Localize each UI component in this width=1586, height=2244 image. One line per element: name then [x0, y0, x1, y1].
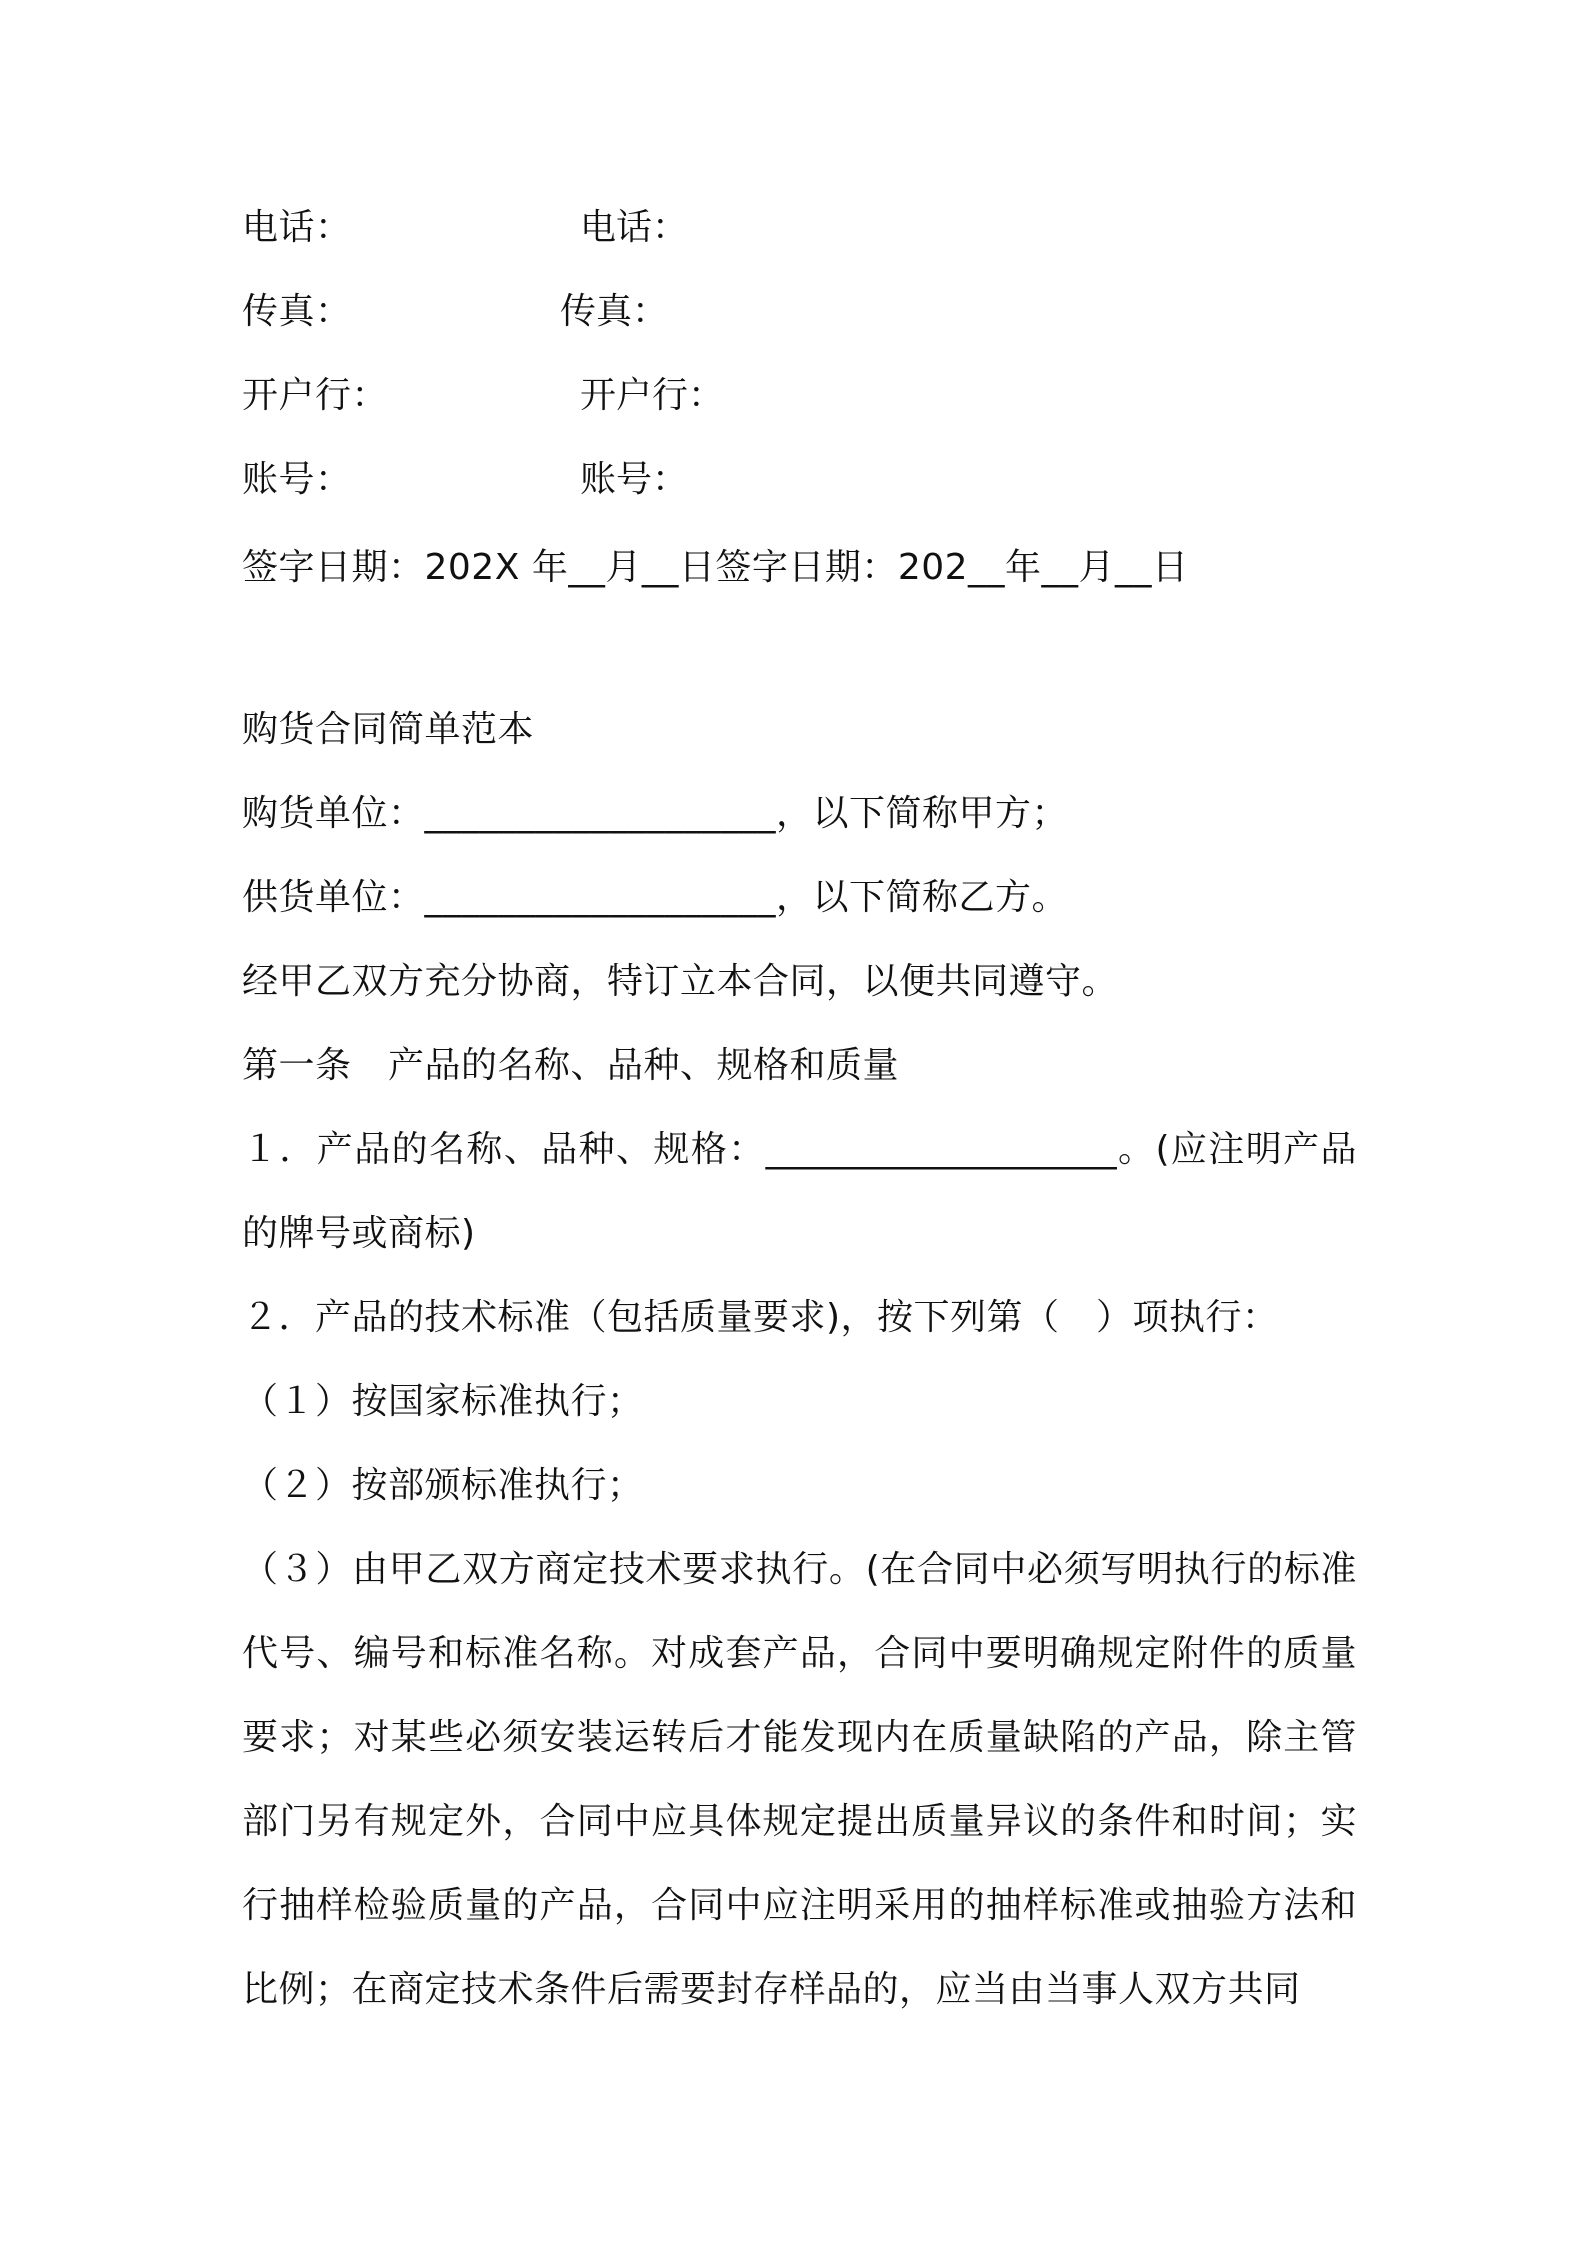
fax-label-party-a: 传真：: [242, 291, 352, 332]
buyer-line: 购货单位：___________________，以下简称甲方；: [242, 793, 1069, 834]
bank-label-party-b: 开户行：: [580, 375, 725, 416]
intro-line: 经甲乙双方充分协商，特订立本合同，以便共同遵守。: [242, 961, 1119, 1002]
article1-heading: 第一条 产品的名称、品种、规格和质量: [242, 1045, 900, 1086]
article1-item2-option2: （２）按部颁标准执行；: [242, 1465, 644, 1506]
contract-title: 购货合同简单范本: [242, 709, 535, 750]
article1-item1: １．产品的名称、品种、规格：___________________。(应注明产品的牌号或商标): [242, 1129, 1357, 1254]
phone-label-party-b: 电话：: [580, 207, 689, 248]
article1-item2-option1: （１）按国家标准执行；: [242, 1381, 644, 1422]
article1-item2-option3: （３）由甲乙双方商定技术要求执行。(在合同中必须写明执行的标准代号、编号和标准名称。对成套产品，合同中要明确规定附件的质量要求；对某些必须安装运转后才能发现内在质量缺陷的产品，除主管部门另有规定外，合同中应具体规定提出质量异议的条件和时间；实行抽样检验质量的产品，合同中应注明采用的抽样标准或抽验方法和比例；在商定技术条件后需要封存样品的，应当由当事人双方共同: [242, 1549, 1357, 2010]
account-label-party-b: 账号：: [580, 459, 689, 500]
article1-item2: ２．产品的技术标准（包括质量要求)，按下列第（ ）项执行：: [242, 1297, 1279, 1338]
account-label-party-a: 账号：: [242, 459, 352, 500]
seller-line: 供货单位：___________________，以下简称乙方。: [242, 877, 1069, 918]
bank-label-party-a: 开户行：: [242, 375, 389, 416]
phone-label-party-a: 电话：: [242, 207, 352, 248]
sign-date-line: 签字日期：202X 年__月__日签字日期：202__年__月__日: [242, 547, 1189, 588]
fax-label-party-b: 传真：: [560, 291, 669, 332]
